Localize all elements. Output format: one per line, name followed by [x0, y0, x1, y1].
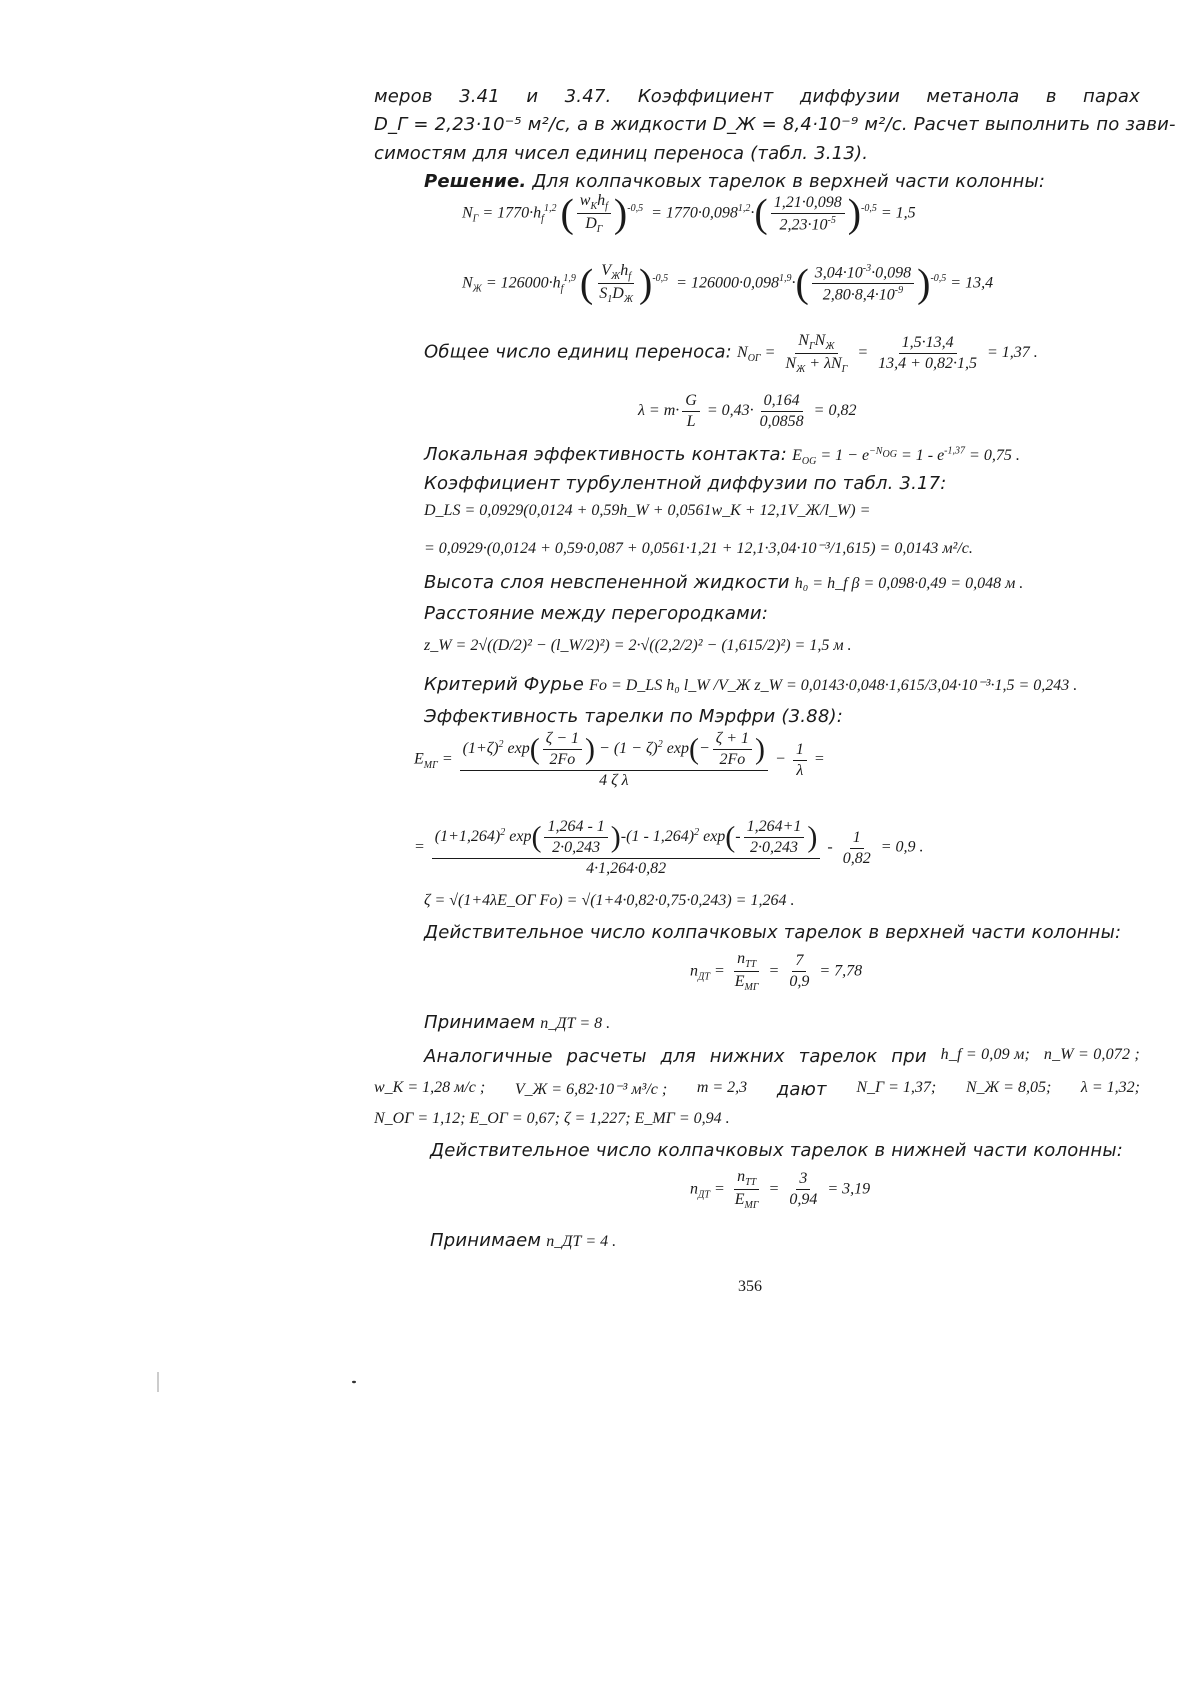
page-number: 356: [738, 1278, 762, 1295]
word: в: [1045, 86, 1057, 107]
nl-result: = 13,4: [950, 274, 994, 292]
value: дают: [776, 1079, 827, 1100]
actual-lower-eq: $n_{ДТ}$ = $\frac{n_{ТТ}}{E_{МГ}}$ = $\frac{3}{0,94}$ = 3,19: [690, 1168, 871, 1212]
actual-upper-eq: $n_{ДТ}$ = $\frac{n_{ТТ}}{E_{МГ}}$ = $\frac{7}{0,9}$ = 7,78: [690, 950, 863, 994]
actual-lower-label: Действительное число колпачковых тарелок в нижней части колонны:: [430, 1140, 1124, 1161]
similar-line-3: N_ОГ = 1,12; E_ОГ = 0,67; ζ = 1,227; E_МГ = 0,94 .: [374, 1110, 730, 1127]
equation-lambda: λ = m· $\frac{G}{L}$ = 0,43· $\frac{0,164}{0,0858}$ = 0,82: [638, 392, 857, 430]
turbulent-diffusion-eq-2: = 0,0929·(0,0124 + 0,59·0,087 + 0,0561·1,21 + 12,1·3,04·10⁻³/1,615) = 0,0143 м²/с.: [424, 540, 973, 557]
zeta-eq: ζ = √(1+4λE_ОГ Fo) = √(1+4·0,82·0,75·0,243) = 1,264 .: [424, 892, 795, 909]
height-label: Высота слоя невспененной жидкости: [424, 572, 790, 593]
word: расчеты: [566, 1046, 647, 1067]
murphree-result: = 0,9 .: [880, 838, 924, 856]
accept-upper-line: [424, 1012, 610, 1033]
solution-text: Для колпачковых тарелок в верхней части колонны:: [532, 171, 1046, 192]
accept-upper-label: Принимаем: [424, 1012, 536, 1033]
fourier-label: Критерий Фурье: [424, 674, 585, 695]
word: и: [526, 86, 539, 107]
accept-lower-line: [430, 1230, 616, 1251]
value: V_Ж = 6,82·10⁻³ м³/с ;: [514, 1081, 668, 1098]
word: для: [660, 1046, 696, 1067]
word: меров: [374, 86, 433, 107]
value: N_Г = 1,37;: [856, 1079, 937, 1096]
similar-line-1: [424, 1046, 1140, 1067]
word: n_W = 0,072 ;: [1043, 1046, 1140, 1063]
murphree-formula: $E_{МГ}$ = $(1+\zeta)^2$ exp( $\frac{\zeta - 1}{2Fo}$ ) − $(1 - \zeta)^2$ exp(− $\frac{\zeta + 1}{2Fo}$ ) 4 ζ λ − $\frac{1}{\lambda}$ =: [414, 730, 825, 789]
distance-eq: z_W = 2√((D/2)² − (l_W/2)²) = 2·√((2,2/2)² − (1,615/2)²) = 1,5 м .: [424, 637, 852, 654]
distance-label: Расстояние между перегородками:: [424, 603, 769, 624]
lambda-result: = 0,82: [813, 402, 857, 420]
value: m = 2,3: [696, 1079, 748, 1096]
total-ntu-result: = 1,37 .: [986, 344, 1038, 362]
scan-speck-dot: [352, 1381, 356, 1383]
actual-upper-label: Действительное число колпачковых тарелок в верхней части колонны:: [424, 922, 1122, 943]
solution-label: Решение.: [424, 171, 527, 192]
fourier-line: [424, 674, 1077, 695]
actual-lower-result: = 3,19: [827, 1180, 871, 1198]
solution-heading: [424, 171, 1045, 192]
word: тарелок: [798, 1046, 878, 1067]
word: Аналогичные: [424, 1046, 553, 1067]
paragraph-line-1: [374, 86, 1140, 107]
equation-total-ntu: Общее число единиц переноса: $N_{ОГ}$ = $\frac{N_ГN_Ж}{N_Ж + \lambda N_Г}$ = $\frac{1,5\cdot 13,4}{13,4 + 0,82\cdot 1,5}$ = 1,37 .: [424, 332, 1038, 376]
total-ntu-label: Общее число единиц переноса:: [424, 341, 732, 363]
word: диффузии: [799, 86, 900, 107]
similar-line-2: [374, 1079, 1140, 1100]
murphree-label: Эффективность тарелки по Мэрфри (3.88):: [424, 706, 843, 727]
scan-specks: [150, 1370, 370, 1400]
word: 3.41: [459, 86, 500, 107]
word: 3.47.: [564, 86, 612, 107]
word: метанола: [926, 86, 1020, 107]
local-efficiency-line: Локальная эффективность контакта: $E_{OG} = 1 - e^{-N_{OG}} = 1 - e^{-1,37} = 0,75$ .: [424, 444, 1020, 468]
actual-upper-result: = 7,78: [819, 962, 863, 980]
value: N_Ж = 8,05;: [965, 1079, 1052, 1096]
equation-ng: $N_Г = 1770\cdot h_f^{1,2}$ ( $\frac{w_Kh_f}{D_Г}$ )$^{-0,5} = 1770\cdot 0,098^{1,2}\cdot$( $\frac{1,21\cdot 0,098}{2,23\cdot 10^{-5}}$ )$^{-0,5}$ = 1,5: [462, 190, 916, 236]
height-line: [424, 572, 1023, 593]
equation-nl: $N_Ж = 126000\cdot h_f^{1,9}$ ( $\frac{V_Жh_f}{S_1D_Ж}$ )$^{-0,5} = 126000\cdot 0,098^{1,9}\cdot$( $\frac{3,04\cdot 10^{-3}\cdot 0,098}{2,80\cdot 8,4\cdot 10^{-9}}$ )$^{-0,5}$ = 13,4: [462, 260, 994, 306]
value: λ = 1,32;: [1080, 1079, 1140, 1096]
murphree-numeric: = $(1+1,264)^2$ exp( $\frac{1,264 - 1}{2\cdot 0,243}$ )-(1 - 1,264)$^2$ exp(- $\frac{1,264+1}{2\cdot 0,243}$ ) 4·1,264·0,82 - $\frac{1}{0,82}$ = 0,9 .: [414, 818, 924, 877]
fourier-eq: Fo = D_LS h₀ l_W /V_Ж z_W = 0,0143·0,048·1,615/3,04·10⁻³·1,5 = 0,243 .: [589, 677, 1078, 694]
turbulent-diffusion-eq-1: D_LS = 0,0929(0,0124 + 0,59h_W + 0,0561w_K + 12,1V_Ж/l_W) =: [424, 502, 871, 519]
word: парах: [1083, 86, 1140, 107]
word: при: [891, 1046, 927, 1067]
accept-lower-eq: n_ДТ = 4 .: [546, 1233, 617, 1250]
ng-result: = 1,5: [880, 204, 916, 222]
word: Коэффициент: [637, 86, 774, 107]
turbulent-diffusion-label: Коэффициент турбулентной диффузии по табл. 3.17:: [424, 473, 947, 494]
paragraph-line-2: D_Г = 2,23·10⁻⁵ м²/с, а в жидкости D_Ж = 8,4·10⁻⁹ м²/с. Расчет выполнить по зави-: [374, 114, 1176, 135]
paragraph-line-3: симостям для чисел единиц переноса (табл. 3.13).: [374, 143, 869, 164]
local-eff-label: Локальная эффективность контакта:: [424, 444, 788, 465]
accept-upper-eq: n_ДТ = 8 .: [540, 1015, 611, 1032]
local-eff-result: = 0,75 .: [969, 447, 1020, 464]
height-eq: h₀ = h_f β = 0,098·0,49 = 0,048 м .: [794, 575, 1024, 592]
accept-lower-label: Принимаем: [430, 1230, 542, 1251]
word: h_f = 0,09 м;: [940, 1046, 1031, 1063]
value: w_K = 1,28 м/с ;: [374, 1079, 486, 1096]
word: нижних: [709, 1046, 785, 1067]
